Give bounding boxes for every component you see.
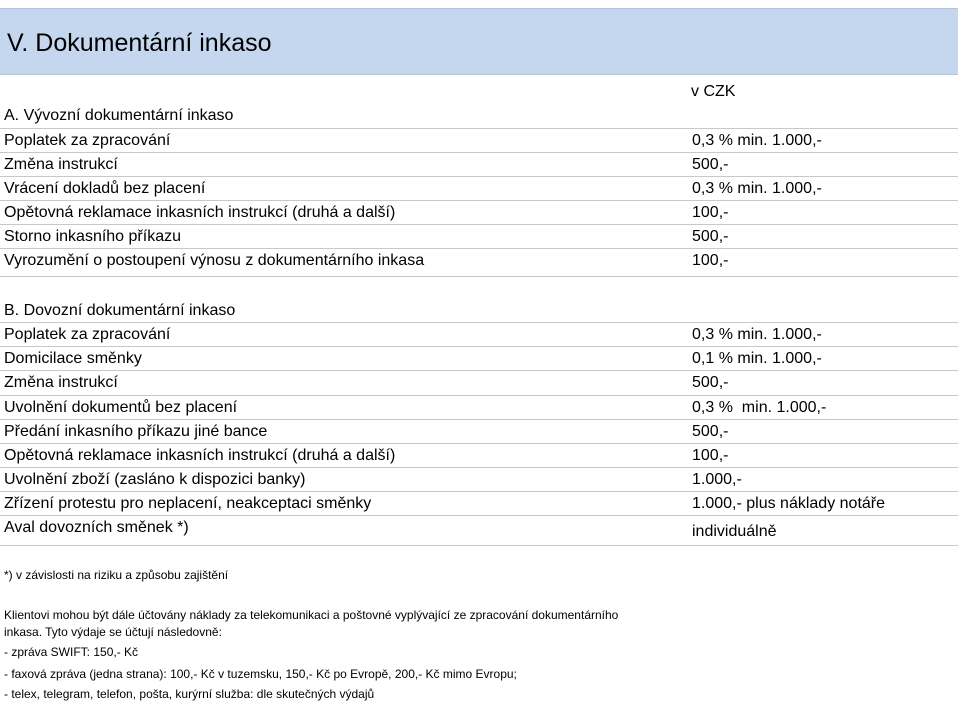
page-title: V. Dokumentární inkaso — [7, 29, 272, 57]
fee-value: individuálně — [692, 523, 777, 540]
fee-row — [0, 152, 958, 177]
section-header — [0, 8, 958, 75]
fee-row — [0, 322, 958, 347]
fee-label: Poplatek za zpracování — [4, 132, 171, 149]
fee-label: Předání inkasního příkazu jiné bance — [4, 423, 268, 440]
fee-label: Vrácení dokladů bez placení — [4, 180, 206, 197]
fee-row — [0, 370, 958, 395]
notes-list-item: - faxová zpráva (jedna strana): 100,- Kč v tuzemsku, 150,- Kč po Evropě, 200,- Kč mimo Evropu; — [4, 667, 517, 681]
fee-row — [0, 419, 958, 444]
fee-label: Poplatek za zpracování — [4, 326, 171, 343]
notes-list-item: - zpráva SWIFT: 150,- Kč — [4, 645, 139, 659]
fee-label: Zřízení protestu pro neplacení, neakceptaci směnky — [4, 495, 372, 512]
fee-row — [0, 128, 958, 153]
fee-label: Uvolnění dokumentů bez placení — [4, 399, 238, 416]
fee-label: Storno inkasního příkazu — [4, 228, 181, 245]
fee-value: 0,3 % min. 1.000,- — [692, 399, 827, 416]
fee-row — [0, 467, 958, 492]
fee-row — [0, 176, 958, 201]
fee-value: 500,- — [692, 423, 729, 440]
fee-label: Opětovná reklamace inkasních instrukcí (druhá a další) — [4, 447, 396, 464]
fee-value: 100,- — [692, 252, 729, 269]
fee-row — [0, 491, 958, 516]
notes-line: Klientovi mohou být dále účtovány náklady za telekomunikaci a poštovné vyplývající ze zpracování dokumentárního — [4, 608, 619, 622]
fee-value: 0,3 % min. 1.000,- — [692, 326, 822, 343]
notes-line: inkasa. Tyto výdaje se účtují následovně: — [4, 625, 222, 639]
fee-label: Uvolnění zboží (zasláno k dispozici banky) — [4, 471, 306, 488]
fee-row — [0, 224, 958, 249]
fee-label: Změna instrukcí — [4, 374, 118, 391]
currency-label: v CZK — [691, 83, 736, 100]
fee-value: 500,- — [692, 374, 729, 391]
fee-value: 1.000,- plus náklady notáře — [692, 495, 886, 512]
fee-value: 0,3 % min. 1.000,- — [692, 180, 822, 197]
notes-list-item: - telex, telegram, telefon, pošta, kurýrní služba: dle skutečných výdajů — [4, 687, 375, 701]
fee-value: 500,- — [692, 228, 729, 245]
fee-label: Domicilace směnky — [4, 350, 142, 367]
section-b-title: B. Dovozní dokumentární inkaso — [4, 302, 236, 319]
fee-label: Aval dovozních směnek *) — [4, 519, 189, 536]
fee-label: Vyrozumění o postoupení výnosu z dokumentárního inkasa — [4, 252, 425, 269]
fee-row — [0, 443, 958, 468]
fee-row — [0, 395, 958, 420]
section-a-title: A. Vývozní dokumentární inkaso — [4, 107, 234, 124]
fee-row — [0, 515, 958, 546]
fee-row — [0, 346, 958, 371]
fee-value: 100,- — [692, 447, 729, 464]
fee-value: 500,- — [692, 156, 729, 173]
fee-label: Změna instrukcí — [4, 156, 118, 173]
fee-value: 0,1 % min. 1.000,- — [692, 350, 822, 367]
fee-row — [0, 200, 958, 225]
fee-value: 0,3 % min. 1.000,- — [692, 132, 822, 149]
fee-label: Opětovná reklamace inkasních instrukcí (druhá a další) — [4, 204, 396, 221]
fee-value: 100,- — [692, 204, 729, 221]
fee-value: 1.000,- — [692, 471, 742, 488]
fee-row — [0, 248, 958, 277]
footnote: *) v závislosti na riziku a způsobu zajištění — [4, 568, 229, 582]
